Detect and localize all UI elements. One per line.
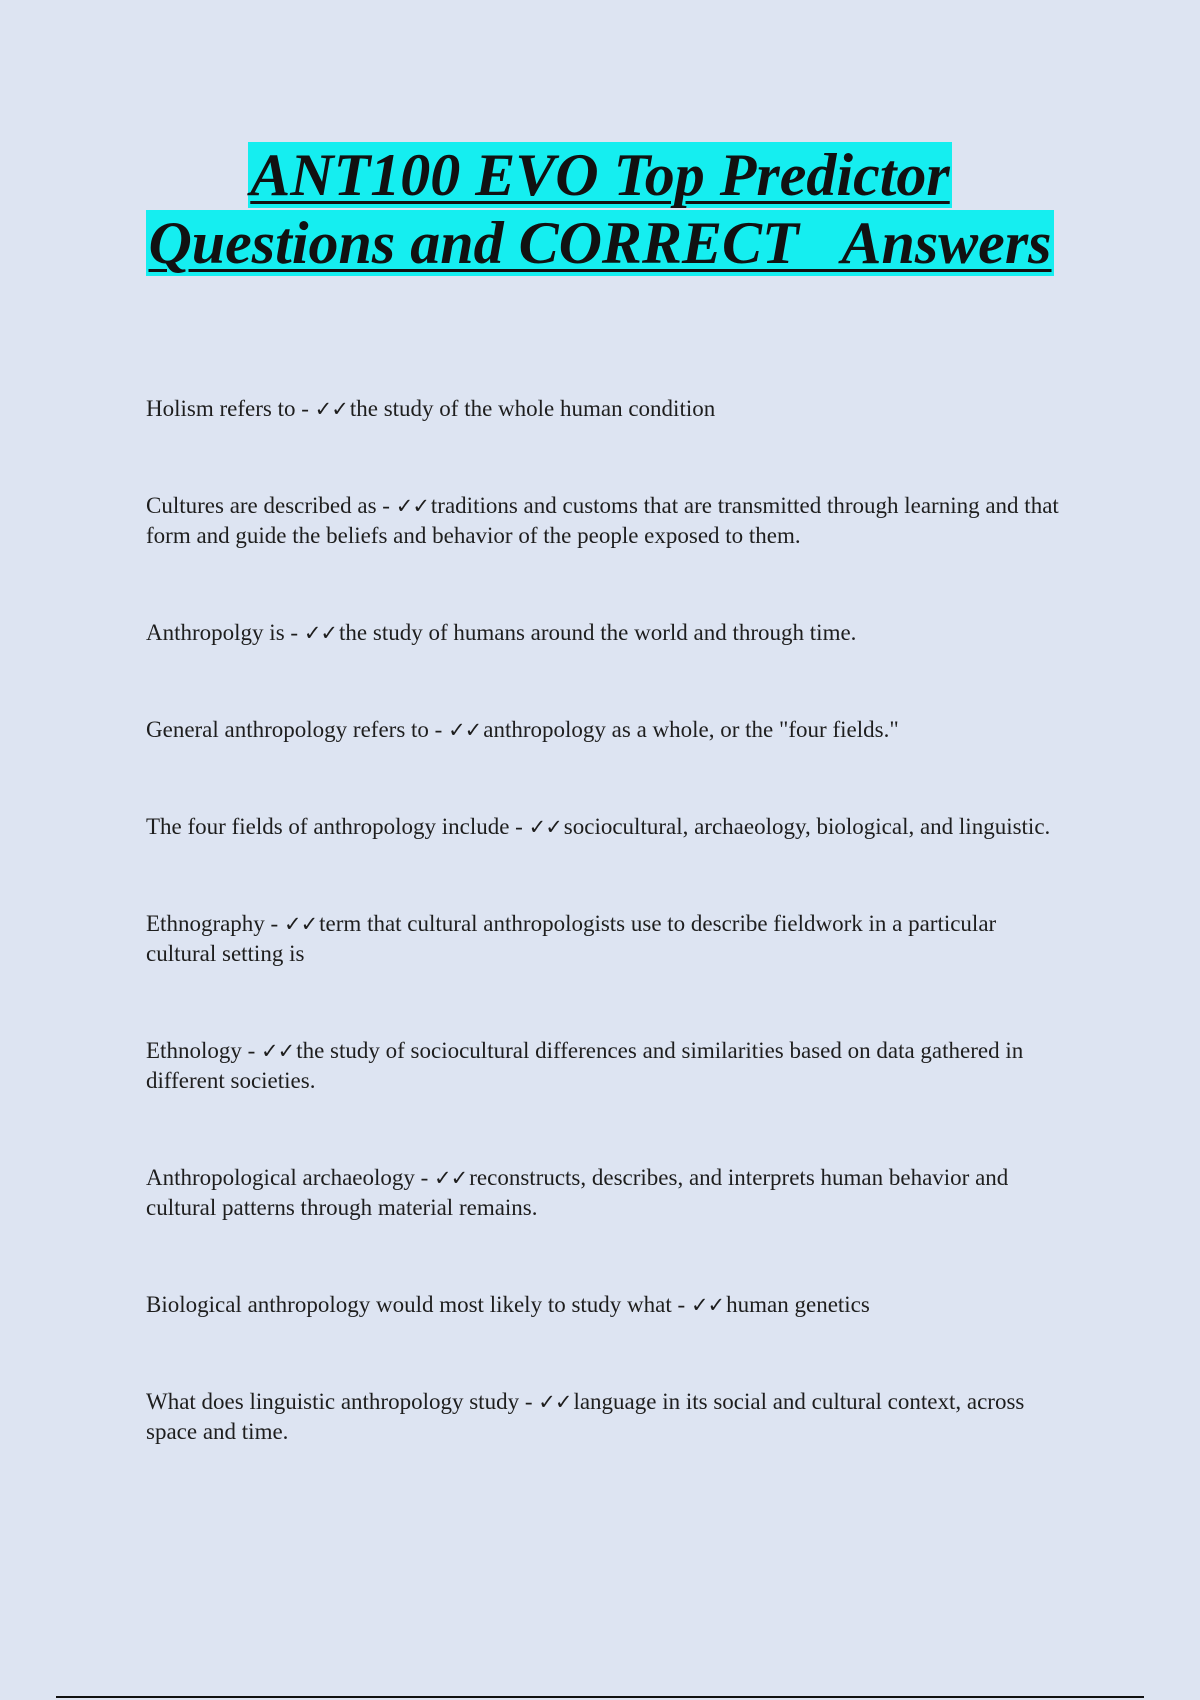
qa-item bbox=[146, 715, 1066, 745]
qa-item bbox=[146, 618, 1066, 648]
answer-text: the study of the whole human condition bbox=[349, 396, 716, 421]
title-line-1: ANT100 EVO Top Predictor bbox=[250, 142, 950, 208]
answer-text: term that cultural anthropologists use to describe fieldwork in a particular cultural setting is bbox=[146, 911, 997, 966]
check-mark-icon: ✓✓ bbox=[303, 621, 338, 645]
bottom-divider bbox=[56, 1696, 1144, 1698]
question-text: Ethnography - bbox=[146, 911, 284, 936]
question-text: Holism refers to - bbox=[146, 396, 315, 421]
qa-item bbox=[146, 909, 1066, 969]
answer-text: language in its social and cultural context, across space and time. bbox=[146, 1389, 1025, 1444]
check-mark-icon: ✓✓ bbox=[261, 1039, 295, 1063]
question-text: Anthropological archaeology - bbox=[146, 1165, 435, 1190]
qa-item bbox=[146, 1387, 1066, 1447]
qa-item bbox=[146, 491, 1066, 551]
answer-text: the study of humans around the world and through time. bbox=[339, 620, 857, 645]
question-text: The four fields of anthropology include - bbox=[146, 814, 529, 839]
qa-list bbox=[146, 394, 1066, 1514]
qa-item bbox=[146, 394, 1066, 424]
question-text: Biological anthropology would most likely to study what - bbox=[146, 1292, 691, 1317]
answer-text: sociocultural, archaeology, biological, and linguistic. bbox=[563, 814, 1051, 839]
qa-item bbox=[146, 1163, 1066, 1223]
document-title bbox=[0, 142, 1200, 276]
check-mark-icon: ✓✓ bbox=[448, 718, 482, 742]
question-text: Ethnology - bbox=[146, 1038, 261, 1063]
question-text: What does linguistic anthropology study - bbox=[146, 1389, 539, 1414]
check-mark-icon: ✓✓ bbox=[283, 912, 318, 936]
answer-text: human genetics bbox=[726, 1292, 870, 1317]
question-text: Anthropolgy is - bbox=[146, 620, 304, 645]
question-text: Cultures are described as - bbox=[146, 493, 396, 518]
check-mark-icon: ✓✓ bbox=[434, 1166, 468, 1190]
check-mark-icon: ✓✓ bbox=[528, 815, 562, 839]
check-mark-icon: ✓✓ bbox=[395, 494, 429, 518]
answer-text: reconstructs, describes, and interprets human behavior and cultural patterns through material remains. bbox=[146, 1165, 1009, 1220]
qa-item bbox=[146, 1036, 1066, 1096]
qa-item bbox=[146, 1290, 1066, 1320]
answer-text: the study of sociocultural differences and similarities based on data gathered in different societies. bbox=[146, 1038, 1024, 1093]
check-mark-icon: ✓✓ bbox=[538, 1390, 572, 1414]
question-text: General anthropology refers to - bbox=[146, 717, 449, 742]
check-mark-icon: ✓✓ bbox=[690, 1293, 725, 1317]
title-line-2: Questions and CORRECT Answers bbox=[148, 210, 1052, 276]
answer-text: traditions and customs that are transmitted through learning and that form and guide the beliefs and behavior of the people exposed to them. bbox=[146, 493, 1059, 548]
answer-text: anthropology as a whole, or the "four fields." bbox=[483, 717, 899, 742]
check-mark-icon: ✓✓ bbox=[314, 397, 348, 421]
qa-item bbox=[146, 812, 1066, 842]
